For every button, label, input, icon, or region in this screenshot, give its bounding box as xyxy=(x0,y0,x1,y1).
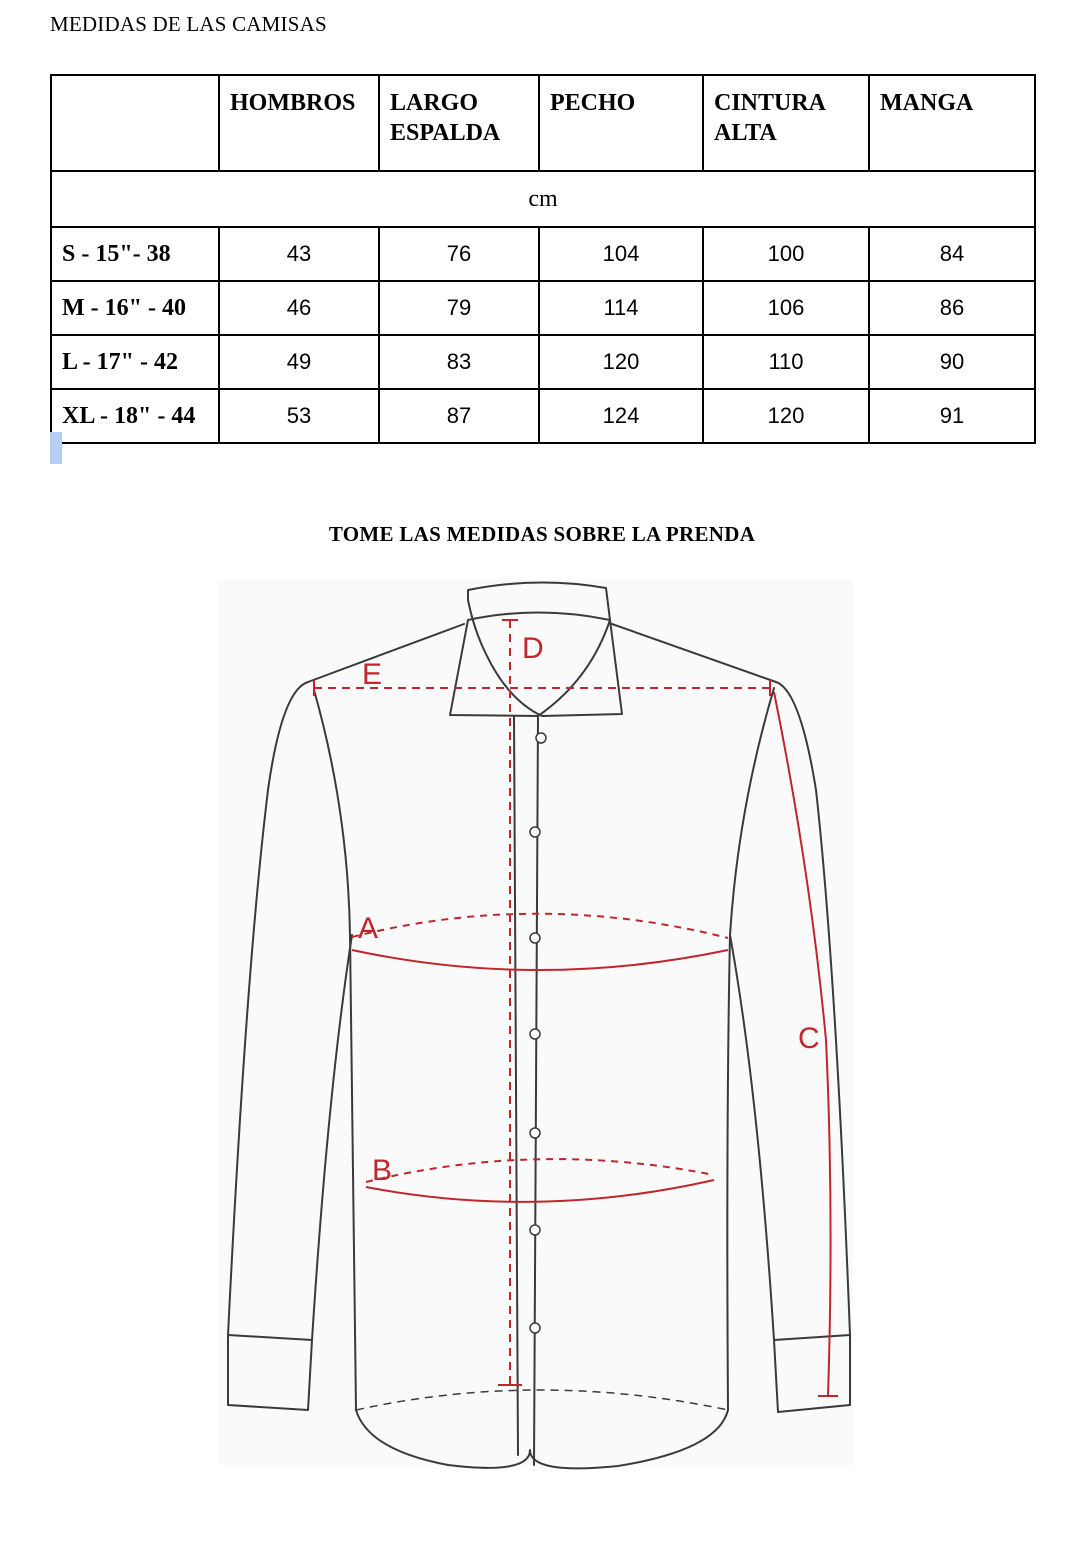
value-cell: 76 xyxy=(379,227,539,281)
table-row xyxy=(51,227,1035,281)
size-label: S - 15"- 38 xyxy=(51,227,219,281)
button xyxy=(530,1029,540,1039)
header-pecho: PECHO xyxy=(539,75,703,171)
measure-label-d: D xyxy=(522,632,544,665)
button xyxy=(530,933,540,943)
button xyxy=(530,1323,540,1333)
value-cell: 86 xyxy=(869,281,1035,335)
value-cell: 53 xyxy=(219,389,379,443)
value-cell: 90 xyxy=(869,335,1035,389)
value-cell: 46 xyxy=(219,281,379,335)
value-cell: 91 xyxy=(869,389,1035,443)
size-label: M - 16" - 40 xyxy=(51,281,219,335)
value-cell: 120 xyxy=(703,389,869,443)
value-cell: 87 xyxy=(379,389,539,443)
value-cell: 100 xyxy=(703,227,869,281)
measure-label-a: A xyxy=(358,912,379,945)
size-label: XL - 18" - 44 xyxy=(51,389,219,443)
button xyxy=(530,1128,540,1138)
table-row xyxy=(51,389,1035,443)
value-cell: 83 xyxy=(379,335,539,389)
size-table xyxy=(50,74,1036,444)
table-row xyxy=(51,335,1035,389)
value-cell: 106 xyxy=(703,281,869,335)
instruction-heading: TOME LAS MEDIDAS SOBRE LA PRENDA xyxy=(328,522,756,546)
value-cell: 84 xyxy=(869,227,1035,281)
measure-label-e: E xyxy=(362,658,383,691)
button xyxy=(530,827,540,837)
button xyxy=(536,733,546,743)
value-cell: 43 xyxy=(219,227,379,281)
unit-row xyxy=(51,171,1035,227)
header-corner-cell xyxy=(51,75,219,171)
size-label: L - 17" - 42 xyxy=(51,335,219,389)
unit-label: cm xyxy=(51,171,1035,227)
shirt-measurement-diagram xyxy=(218,570,858,1470)
value-cell: 124 xyxy=(539,389,703,443)
value-cell: 49 xyxy=(219,335,379,389)
text-cursor-highlight xyxy=(50,432,62,464)
value-cell: 110 xyxy=(703,335,869,389)
header-cintura-alta: CINTURA ALTA xyxy=(703,75,869,171)
header-hombros: HOMBROS xyxy=(219,75,379,171)
value-cell: 104 xyxy=(539,227,703,281)
button xyxy=(530,1225,540,1235)
header-largo-espalda: LARGO ESPALDA xyxy=(379,75,539,171)
measure-label-b: B xyxy=(372,1154,393,1187)
value-cell: 120 xyxy=(539,335,703,389)
value-cell: 79 xyxy=(379,281,539,335)
table-header-row xyxy=(51,75,1035,171)
value-cell: 114 xyxy=(539,281,703,335)
table-row xyxy=(51,281,1035,335)
document-title: MEDIDAS DE LAS CAMISAS xyxy=(50,12,327,36)
header-manga: MANGA xyxy=(869,75,1035,171)
measure-label-c: C xyxy=(798,1022,820,1055)
